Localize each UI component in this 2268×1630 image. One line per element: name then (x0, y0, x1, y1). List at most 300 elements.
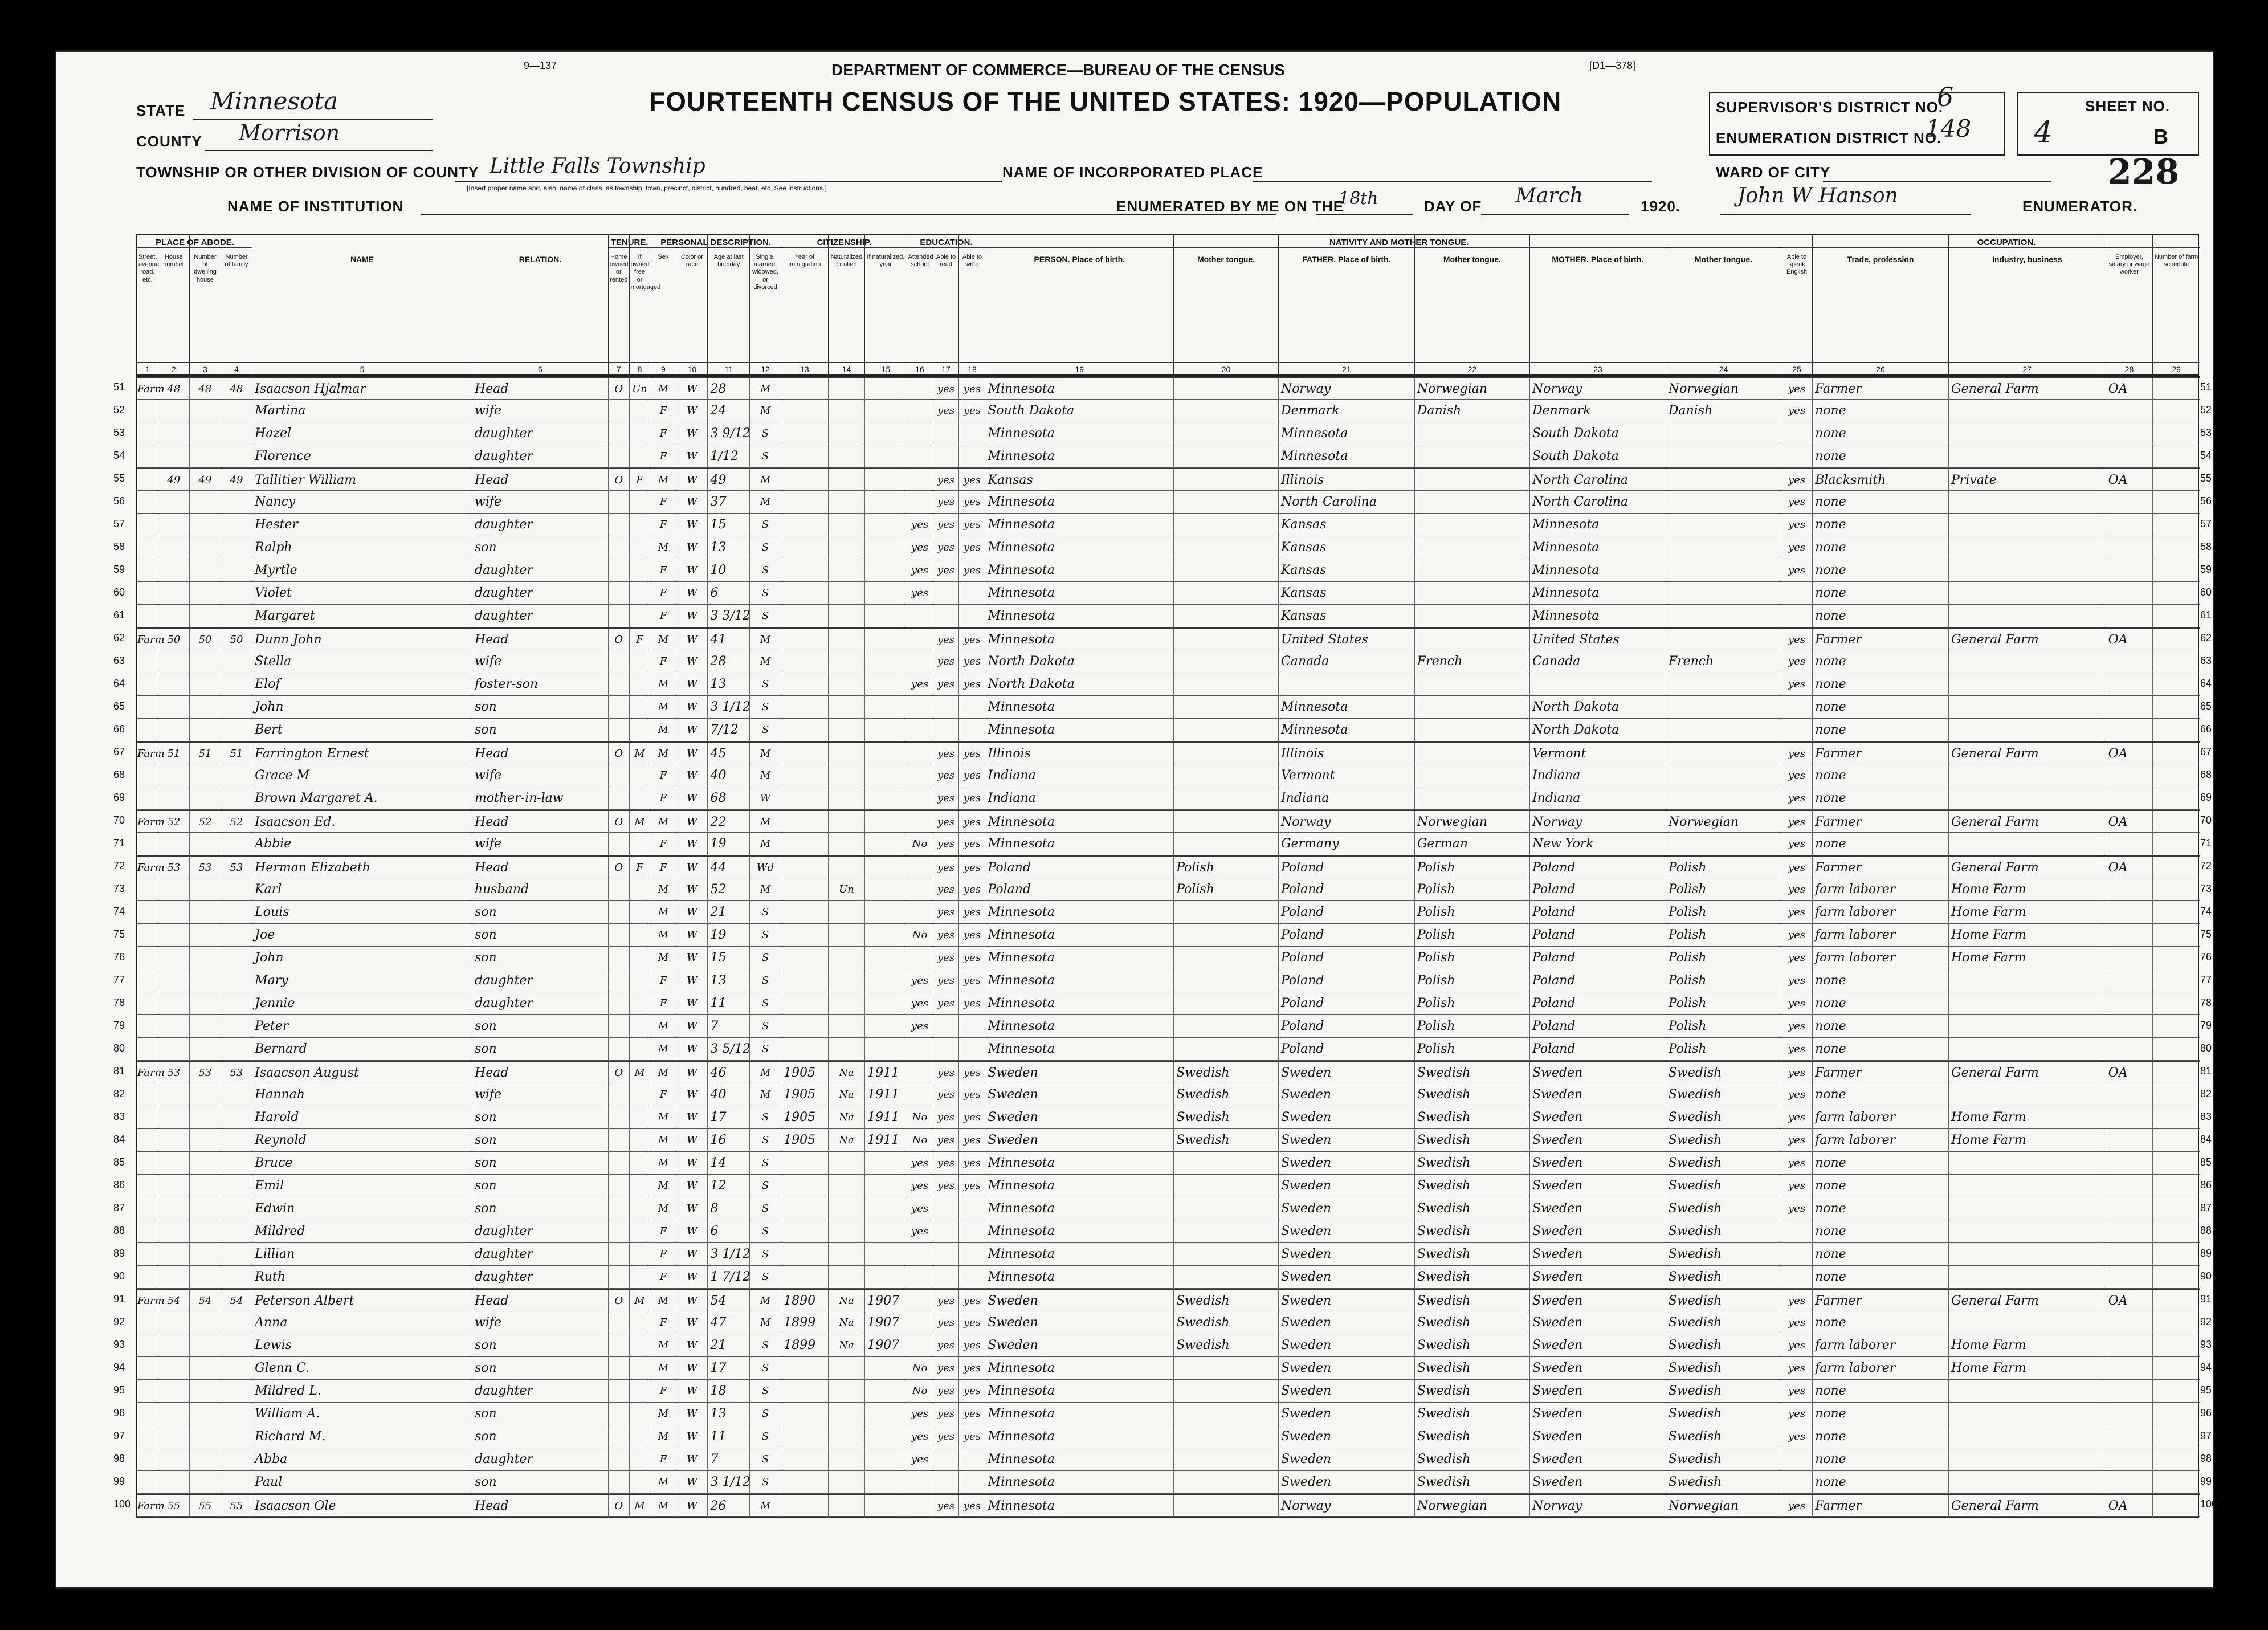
cell-farm (2153, 743, 2200, 765)
cell-marital: M (750, 833, 781, 855)
department-title: DEPARTMENT OF COMMERCE—BUREAU OF THE CENSUS (831, 61, 1285, 79)
cell-industry: Home Farm (1949, 901, 2106, 924)
cell-tongue (1174, 1243, 1279, 1266)
cell-trade: none (1813, 992, 1949, 1015)
cell-class (2106, 833, 2153, 855)
cell-read: yes (933, 969, 960, 992)
cell-industry: Home Farm (1949, 1106, 2106, 1129)
cell-read (933, 1448, 960, 1471)
table-row (137, 1266, 2200, 1289)
cell-sex: M (650, 719, 676, 741)
cell-industry: Private (1949, 469, 2106, 492)
cell-farm (2153, 1403, 2200, 1425)
cell-dwelling (190, 969, 221, 992)
cell-own (609, 1015, 630, 1038)
cell-write: yes (959, 1425, 985, 1448)
cell-age: 28 (708, 650, 750, 673)
cell-sex: M (650, 469, 676, 492)
cell-street (137, 787, 158, 810)
cell-fpob: Poland (1279, 857, 1415, 879)
enumerated-day: 18th (1339, 189, 1378, 209)
cell-nat: Na (829, 1129, 865, 1152)
cell-eng (1781, 445, 1813, 468)
cell-house (158, 400, 190, 422)
cell-fpob: Norway (1279, 811, 1415, 834)
cell-pob: Minnesota (985, 445, 1174, 468)
cell-imm (781, 1380, 829, 1403)
cell-class (2106, 1403, 2153, 1425)
line-number: 60 (2200, 586, 2212, 598)
cell-tongue: Swedish (1174, 1062, 1279, 1085)
cell-house (158, 1403, 190, 1425)
line-number: 53 (113, 427, 125, 438)
cell-fpob: Poland (1279, 947, 1415, 969)
cell-name: Dunn John (252, 629, 472, 651)
column-header-11: Age at last birthday (708, 235, 750, 362)
cell-trade: none (1813, 559, 1949, 582)
cell-farm (2153, 514, 2200, 536)
cell-mort: F (630, 469, 651, 492)
line-number: 99 (2200, 1476, 2212, 1487)
cell-eng: yes (1781, 1129, 1813, 1152)
cell-class (2106, 582, 2153, 605)
cell-marital: S (750, 1425, 781, 1448)
cell-write: yes (959, 947, 985, 969)
cell-relation: daughter (472, 514, 609, 536)
cell-dwelling (190, 1448, 221, 1471)
cell-tongue (1174, 1197, 1279, 1220)
cell-eng: yes (1781, 559, 1813, 582)
cell-mtongue: Swedish (1666, 1425, 1781, 1448)
line-number: 98 (113, 1453, 125, 1464)
cell-natyr (865, 1380, 907, 1403)
cell-eng: yes (1781, 811, 1813, 834)
cell-family (221, 1425, 252, 1448)
cell-house: 54 (158, 1290, 190, 1313)
cell-ftongue (1415, 673, 1530, 696)
cell-mort (630, 650, 651, 673)
cell-tongue: Swedish (1174, 1083, 1279, 1106)
line-number: 97 (2200, 1430, 2212, 1441)
cell-sex: M (650, 1425, 676, 1448)
cell-family (221, 445, 252, 468)
column-number-22: 22 (1415, 362, 1530, 377)
cell-dwelling (190, 1197, 221, 1220)
cell-family (221, 559, 252, 582)
table-body (136, 376, 2199, 1518)
cell-own (609, 969, 630, 992)
cell-trade: none (1813, 1266, 1949, 1289)
column-header-15: If naturalized, year (865, 235, 907, 362)
cell-own (609, 878, 630, 901)
cell-marital: S (750, 445, 781, 468)
cell-mtongue: Polish (1666, 1038, 1781, 1061)
cell-sex: M (650, 1334, 676, 1357)
cell-trade: Farmer (1813, 1062, 1949, 1085)
cell-school (907, 719, 933, 741)
cell-relation: son (472, 924, 609, 947)
form-code: [D1—378] (1589, 60, 1636, 71)
cell-sex: F (650, 650, 676, 673)
cell-name: Mary (252, 969, 472, 992)
enumeration-label: ENUMERATION DISTRICT NO. (1716, 129, 1942, 146)
cell-age: 46 (708, 1062, 750, 1085)
cell-industry (1949, 833, 2106, 855)
cell-relation: daughter (472, 1448, 609, 1471)
cell-pob: Minnesota (985, 1357, 1174, 1380)
cell-class (2106, 559, 2153, 582)
cell-house (158, 833, 190, 855)
cell-imm (781, 743, 829, 765)
cell-fpob: Sweden (1279, 1425, 1415, 1448)
cell-sex: M (650, 673, 676, 696)
cell-class (2106, 719, 2153, 741)
line-number: 67 (113, 746, 125, 757)
cell-sex: F (650, 445, 676, 468)
cell-age: 11 (708, 992, 750, 1015)
cell-trade: Farmer (1813, 1290, 1949, 1313)
cell-natyr (865, 901, 907, 924)
cell-mtongue: Swedish (1666, 1175, 1781, 1197)
line-number: 86 (113, 1179, 125, 1191)
line-number: 92 (113, 1316, 125, 1327)
cell-imm (781, 1403, 829, 1425)
cell-dwelling (190, 992, 221, 1015)
cell-fpob: Illinois (1279, 743, 1415, 765)
cell-house: 53 (158, 1062, 190, 1085)
cell-mtongue: Swedish (1666, 1062, 1781, 1085)
cell-sex: M (650, 696, 676, 719)
cell-mtongue (1666, 833, 1781, 855)
cell-nat (829, 719, 865, 741)
cell-pob: Minnesota (985, 696, 1174, 719)
cell-mpob: Poland (1530, 878, 1666, 901)
cell-farm (2153, 1062, 2200, 1085)
enumerator-label: ENUMERATOR. (2022, 198, 2138, 215)
cell-read (933, 445, 960, 468)
cell-age: 28 (708, 378, 750, 401)
cell-mtongue (1666, 469, 1781, 492)
cell-street: Farm (137, 629, 158, 651)
cell-class (2106, 1129, 2153, 1152)
line-number: 92 (2200, 1316, 2212, 1327)
cell-race: W (676, 422, 708, 445)
column-header-22: Mother tongue. (1415, 235, 1530, 362)
cell-mpob: North Dakota (1530, 719, 1666, 741)
cell-dwelling (190, 1243, 221, 1266)
cell-age: 40 (708, 1083, 750, 1106)
cell-school: yes (907, 1015, 933, 1038)
state-value: Minnesota (210, 87, 338, 115)
cell-write: yes (959, 491, 985, 514)
cell-fpob: Denmark (1279, 400, 1415, 422)
column-number-7: 7 (609, 362, 630, 377)
cell-farm (2153, 536, 2200, 559)
cell-trade: none (1813, 1197, 1949, 1220)
table-row (137, 673, 2200, 696)
cell-pob: Minnesota (985, 491, 1174, 514)
cell-own (609, 947, 630, 969)
cell-family (221, 696, 252, 719)
cell-name: Paul (252, 1471, 472, 1494)
line-number: 56 (113, 495, 125, 507)
cell-race: W (676, 1266, 708, 1289)
cell-farm (2153, 1083, 2200, 1106)
cell-mtongue: Danish (1666, 400, 1781, 422)
cell-industry: General Farm (1949, 743, 2106, 765)
table-row (137, 719, 2200, 741)
cell-house (158, 1266, 190, 1289)
cell-name: Farrington Ernest (252, 743, 472, 765)
cell-mort (630, 1357, 651, 1380)
cell-tongue (1174, 947, 1279, 969)
cell-nat (829, 743, 865, 765)
cell-pob: Minnesota (985, 719, 1174, 741)
cell-industry: Home Farm (1949, 1129, 2106, 1152)
cell-write (959, 445, 985, 468)
cell-relation: Head (472, 1495, 609, 1518)
cell-family: 54 (221, 1290, 252, 1313)
cell-dwelling (190, 536, 221, 559)
cell-imm (781, 1038, 829, 1061)
line-number: 65 (113, 700, 125, 712)
cell-nat (829, 445, 865, 468)
cell-race: W (676, 469, 708, 492)
cell-write: yes (959, 1106, 985, 1129)
cell-house (158, 650, 190, 673)
cell-imm (781, 901, 829, 924)
cell-imm (781, 1175, 829, 1197)
cell-imm (781, 1471, 829, 1494)
cell-imm (781, 673, 829, 696)
cell-nat (829, 1266, 865, 1289)
cell-eng: yes (1781, 1403, 1813, 1425)
cell-industry (1949, 696, 2106, 719)
cell-write: yes (959, 673, 985, 696)
cell-family: 49 (221, 469, 252, 492)
cell-dwelling (190, 1425, 221, 1448)
cell-school: yes (907, 673, 933, 696)
cell-tongue (1174, 743, 1279, 765)
cell-tongue (1174, 469, 1279, 492)
cell-industry (1949, 1220, 2106, 1243)
cell-imm (781, 469, 829, 492)
cell-relation: Head (472, 857, 609, 879)
cell-ftongue: Polish (1415, 924, 1530, 947)
column-header-7: Home owned or rented (609, 235, 630, 362)
cell-imm: 1890 (781, 1290, 829, 1313)
cell-ftongue: Polish (1415, 1038, 1530, 1061)
cell-fpob: Sweden (1279, 1448, 1415, 1471)
cell-ftongue: Norwegian (1415, 1495, 1530, 1518)
table-row (137, 559, 2200, 582)
cell-street (137, 445, 158, 468)
cell-mpob: Sweden (1530, 1129, 1666, 1152)
cell-school: yes (907, 992, 933, 1015)
cell-family: 51 (221, 743, 252, 765)
cell-class: OA (2106, 1495, 2153, 1518)
cell-fpob: Sweden (1279, 1266, 1415, 1289)
cell-age: 13 (708, 673, 750, 696)
cell-age: 24 (708, 400, 750, 422)
cell-industry (1949, 1448, 2106, 1471)
cell-own (609, 1403, 630, 1425)
cell-race: W (676, 857, 708, 879)
cell-family (221, 1471, 252, 1494)
column-header-14: Naturalized or alien (829, 235, 865, 362)
cell-fpob: Kansas (1279, 536, 1415, 559)
cell-dwelling (190, 878, 221, 901)
cell-marital: M (750, 469, 781, 492)
enumerated-month: March (1515, 184, 1583, 207)
cell-natyr (865, 1425, 907, 1448)
cell-own (609, 673, 630, 696)
cell-write: yes (959, 878, 985, 901)
cell-class (2106, 1220, 2153, 1243)
cell-write (959, 582, 985, 605)
cell-school (907, 1495, 933, 1518)
cell-house (158, 1471, 190, 1494)
table-row (137, 901, 2200, 924)
cell-family (221, 1220, 252, 1243)
cell-race: W (676, 743, 708, 765)
cell-mtongue (1666, 536, 1781, 559)
table-row (137, 810, 2200, 833)
cell-trade: Farmer (1813, 629, 1949, 651)
cell-industry (1949, 1425, 2106, 1448)
cell-age: 1/12 (708, 445, 750, 468)
cell-school: yes (907, 1220, 933, 1243)
cell-race: W (676, 629, 708, 651)
cell-trade: none (1813, 696, 1949, 719)
cell-tongue (1174, 764, 1279, 787)
line-number: 55 (2200, 472, 2212, 484)
cell-relation: son (472, 1038, 609, 1061)
table-row (137, 1471, 2200, 1494)
cell-house (158, 1311, 190, 1334)
cell-read: yes (933, 764, 960, 787)
cell-trade: farm laborer (1813, 947, 1949, 969)
cell-relation: daughter (472, 969, 609, 992)
cell-eng: yes (1781, 1290, 1813, 1313)
cell-relation: daughter (472, 992, 609, 1015)
cell-nat (829, 969, 865, 992)
cell-family (221, 1357, 252, 1380)
cell-race: W (676, 992, 708, 1015)
cell-pob: Sweden (985, 1311, 1174, 1334)
cell-pob: Illinois (985, 743, 1174, 765)
cell-race: W (676, 1015, 708, 1038)
cell-dwelling (190, 1038, 221, 1061)
cell-family (221, 924, 252, 947)
table-row (137, 377, 2200, 400)
cell-write: yes (959, 811, 985, 834)
cell-industry (1949, 1266, 2106, 1289)
cell-dwelling (190, 650, 221, 673)
cell-fpob: Sweden (1279, 1357, 1415, 1380)
cell-eng (1781, 1266, 1813, 1289)
cell-marital: S (750, 514, 781, 536)
cell-dwelling (190, 1015, 221, 1038)
cell-trade: Farmer (1813, 1495, 1949, 1518)
cell-natyr (865, 629, 907, 651)
cell-imm (781, 378, 829, 401)
column-number-8: 8 (630, 362, 651, 377)
cell-fpob: Sweden (1279, 1062, 1415, 1085)
census-sheet (55, 50, 2218, 1589)
cell-class (2106, 1038, 2153, 1061)
cell-farm (2153, 1425, 2200, 1448)
cell-own: O (609, 811, 630, 834)
cell-eng: yes (1781, 1083, 1813, 1106)
cell-tongue (1174, 787, 1279, 810)
cell-school (907, 1083, 933, 1106)
cell-own (609, 1425, 630, 1448)
cell-farm (2153, 833, 2200, 855)
table-row (137, 605, 2200, 627)
form-number: 9—137 (524, 60, 557, 71)
cell-ftongue: Swedish (1415, 1175, 1530, 1197)
cell-sex: M (650, 629, 676, 651)
cell-fpob: Sweden (1279, 1380, 1415, 1403)
cell-ftongue: Polish (1415, 901, 1530, 924)
cell-sex: F (650, 422, 676, 445)
cell-age: 6 (708, 582, 750, 605)
cell-own: O (609, 1495, 630, 1518)
line-number: 78 (2200, 997, 2212, 1008)
cell-eng: yes (1781, 947, 1813, 969)
cell-house (158, 924, 190, 947)
cell-natyr (865, 422, 907, 445)
cell-street (137, 673, 158, 696)
cell-street (137, 1425, 158, 1448)
cell-tongue (1174, 901, 1279, 924)
cell-own (609, 787, 630, 810)
cell-dwelling (190, 696, 221, 719)
cell-read (933, 1220, 960, 1243)
cell-nat (829, 1425, 865, 1448)
cell-ftongue: Swedish (1415, 1152, 1530, 1175)
cell-read: yes (933, 559, 960, 582)
cell-imm (781, 1243, 829, 1266)
cell-imm (781, 629, 829, 651)
cell-name: Myrtle (252, 559, 472, 582)
cell-read: yes (933, 1290, 960, 1313)
enumerator-signature: John W Hanson (1737, 184, 1898, 207)
cell-dwelling: 55 (190, 1495, 221, 1518)
cell-mtongue: Swedish (1666, 1290, 1781, 1313)
line-number: 93 (113, 1339, 125, 1350)
cell-trade: none (1813, 400, 1949, 422)
cell-nat (829, 1403, 865, 1425)
cell-eng (1781, 1220, 1813, 1243)
line-number: 54 (2200, 450, 2212, 461)
cell-family (221, 1129, 252, 1152)
cell-tongue (1174, 514, 1279, 536)
cell-own (609, 1197, 630, 1220)
cell-imm (781, 811, 829, 834)
cell-mpob: North Carolina (1530, 469, 1666, 492)
column-header-18: Able to write (959, 235, 985, 362)
cell-mpob: Sweden (1530, 1290, 1666, 1313)
cell-pob: Sweden (985, 1290, 1174, 1313)
cell-street (137, 536, 158, 559)
cell-ftongue: French (1415, 650, 1530, 673)
line-number: 96 (113, 1407, 125, 1419)
cell-natyr (865, 1243, 907, 1266)
cell-pob: South Dakota (985, 400, 1174, 422)
cell-race: W (676, 559, 708, 582)
